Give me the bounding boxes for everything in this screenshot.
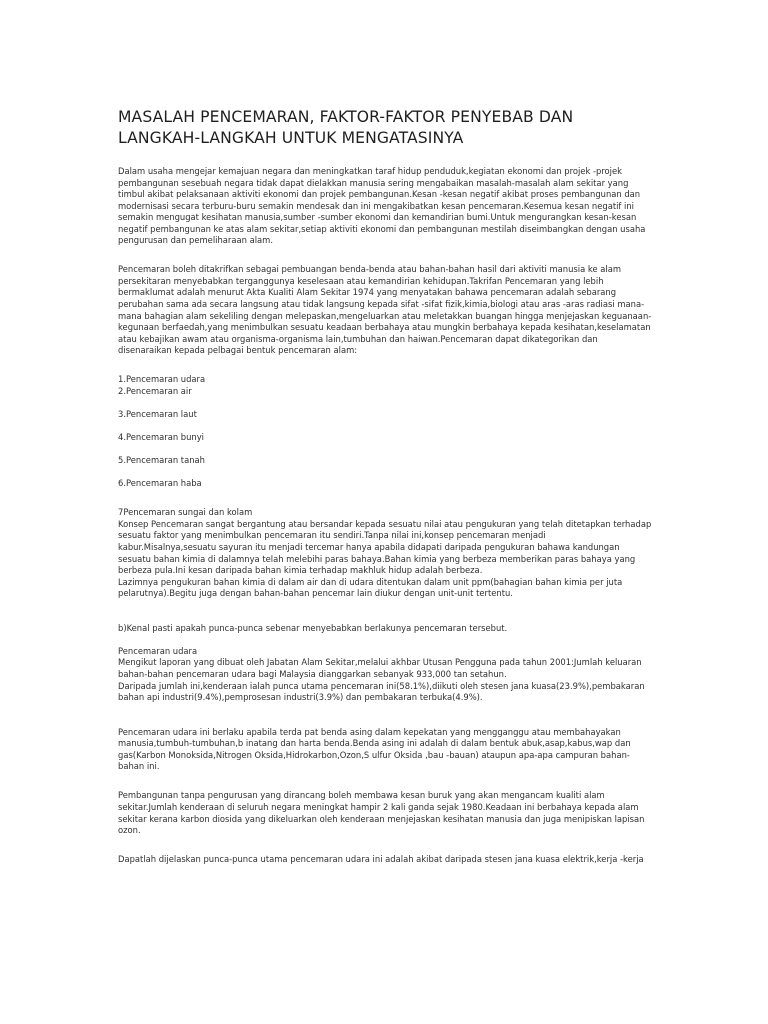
text-line: b)Kenal pasti apakah punca-punca sebenar menyebabkan berlakunya pencemaran tersebut. — [118, 622, 508, 633]
text-line: kabur.Misalnya,sesuatu sayuran itu menjadi tercemar hanya apabila didapati daripada pengukuran bahawa kandungan — [118, 541, 620, 552]
document-title — [118, 107, 678, 149]
text-line: timbul akibat pelaksanaan aktiviti ekonomi dan projek pembangunan.Kesan -kesan negatif akibat proses pembangunan dan — [118, 189, 641, 200]
list-item: 2.Pencemaran air — [118, 385, 192, 396]
list-item: 6.Pencemaran haba — [118, 478, 202, 489]
text-line: sekitar kerana karbon diosida yang dikeluarkan oleh kenderaan menjejaskan kesihatan manusia dan juga menipiskan lapisan — [118, 813, 645, 824]
text-line: gas(Karbon Monoksida,Nitrogen Oksida,Hidrokarbon,Ozon,S ulfur Oksida ,bau -bauan) ataupun apa-apa campuran bahan- — [118, 749, 630, 760]
paragraph-definition — [118, 264, 658, 356]
text-line: semakin mengugat kesihatan manusia,sumber -sumber ekonomi dan kemandirian bumi.Untuk mengurangkan kesan-kesan — [118, 212, 637, 223]
text-line: atau kebajikan awam atau organisma-organisma lain,tumbuhan dan haiwan.Pencemaran dapat dikategorikan dan — [118, 333, 598, 344]
text-line: Pembangunan tanpa pengurusan yang dirancang boleh membawa kesan buruk yang akan mengancam kualiti alam — [118, 790, 605, 801]
text-line: Dapatlah dijelaskan punca-punca utama pencemaran udara ini adalah akibat daripada stesen jana kuasa elektrik,kerja -kerja — [118, 854, 644, 865]
text-line: Daripada jumlah ini,kenderaan ialah punca utama pencemaran ini(58.1%),diikuti oleh stesen jana kuasa(23.9%),pembakaran — [118, 680, 645, 691]
text-line: bahan ini. — [118, 761, 160, 772]
text-line: Pencemaran udara — [118, 645, 198, 656]
text-line: sesuatu faktor yang menimbulkan pencemaran itu sendiri.Tanpa nilai ini,konsep pencemaran menjadi — [118, 530, 546, 541]
text-line: disenaraikan kepada pelbagai bentuk pencemaran alam: — [118, 345, 358, 356]
paragraph-intro — [118, 166, 658, 247]
paragraph-development — [118, 790, 658, 836]
text-line: ozon. — [118, 825, 141, 836]
pollution-list — [118, 374, 658, 489]
title-line: MASALAH PENCEMARAN, FAKTOR-FAKTOR PENYEBAB DAN — [118, 108, 574, 126]
text-line: bermaklumat adalah menurut Akta Kualiti Alam Sekitar 1974 yang menyatakan bahawa pencemaran adalah sebarang — [118, 287, 617, 298]
paragraph-conclusion — [118, 854, 658, 866]
paragraph-foreign-substances — [118, 727, 658, 773]
document-body — [118, 166, 658, 866]
text-line: mana bahagian alam sekeliling dengan melepaskan,mengeluarkan atau meletakkan buangan hingga menjejaskan keguanaan- — [118, 310, 652, 321]
text-line: Pencemaran udara ini berlaku apabila terda pat benda asing dalam kepekatan yang mengganggu atau membahayakan — [118, 726, 621, 737]
text-line: sesuatu bahan kimia di dalamnya telah melebihi paras bahaya.Bahan kimia yang berbeza memberikan paras bahaya yang — [118, 553, 636, 564]
text-line: 7Pencemaran sungai dan kolam — [118, 507, 253, 518]
text-line: Dalam usaha mengejar kemajuan negara dan meningkatkan taraf hidup penduduk,kegiatan ekonomi dan projek -projek — [118, 166, 623, 176]
title-line: LANGKAH-LANGKAH UNTUK MENGATASINYA — [118, 129, 464, 147]
paragraph-question — [118, 623, 658, 635]
text-line: manusia,tumbuh-tumbuhan,b inatang dan harta benda.Benda asing ini adalah di dalam bentuk abuk,asap,kabus,wap dan — [118, 738, 631, 749]
list-item: 5.Pencemaran tanah — [118, 455, 205, 466]
text-line: Lazimnya pengukuran bahan kimia di dalam air dan di udara ditentukan dalam unit ppm(bahagian bahan kimia per juta — [118, 576, 623, 587]
text-line: bahan-bahan pencemaran udara bagi Malaysia dianggarkan sebanyak 933,000 tan setahun. — [118, 668, 507, 679]
text-line: bahan api industri(9.4%),pemprosesan industri(3.9%) dan pembakaran terbuka(4.9%). — [118, 692, 483, 703]
paragraph-concept — [118, 507, 658, 599]
text-line: sekitar.Jumlah kenderaan di seluruh negara meningkat hampir 2 kali ganda sejak 1980.Keadaan ini berbahaya kepada alam — [118, 801, 639, 812]
text-line: berbeza pula.Ini kesan daripada bahan kimia terhadap makhluk hidup adalah berbeza. — [118, 565, 483, 576]
text-line: persekitaran menyebabkan terganggunya keselesaan atau kemandirian kehidupan.Takrifan Pencemaran yang lebih — [118, 275, 604, 286]
text-line: pelarutnya).Begitu juga dengan bahan-bahan pencemar lain diukur dengan unit-unit tertentu. — [118, 588, 513, 599]
text-line: perubahan sama ada secara langsung atau tidak langsung kepada sifat -sifat fizik,kimia,biologi atau aras -aras radiasi mana- — [118, 299, 645, 310]
text-line: kegunaan berfaedah,yang menimbulkan sesuatu keadaan berbahaya atau mungkin berbahaya kepada kesihatan,keselamatan — [118, 322, 651, 333]
text-line: modernisasi secara terburu-buru semakin mendesak dan ini mengakibatkan kesan pencemaran.Kesemua kesan negatif ini — [118, 200, 635, 211]
text-line: pembangunan sesebuah negara tidak dapat dielakkan manusia sering mengabaikan masalah-masalah alam sekitar yang — [118, 177, 629, 188]
text-line: Konsep Pencemaran sangat bergantung atau bersandar kepada sesuatu nilai atau pengukuran yang telah ditetapkan terhadap — [118, 518, 652, 529]
text-line: Pencemaran boleh ditakrifkan sebagai pembuangan benda-benda atau bahan-bahan hasil dari aktiviti manusia ke alam — [118, 264, 622, 275]
text-line: negatif pembangunan ke atas alam sekitar,setiap aktiviti ekonomi dan pembangunan mestilah diseimbangkan dengan usaha — [118, 223, 646, 234]
list-item: 3.Pencemaran laut — [118, 408, 197, 419]
text-line: Mengikut laporan yang dibuat oleh Jabatan Alam Sekitar,melalui akhbar Utusan Pengguna pada tahun 2001:Jumlah keluaran — [118, 657, 642, 668]
list-item: 1.Pencemaran udara — [118, 374, 206, 385]
list-item: 4.Pencemaran bunyi — [118, 432, 205, 443]
paragraph-air-pollution — [118, 646, 658, 704]
text-line: pengurusan dan pemeliharaan alam. — [118, 235, 273, 246]
